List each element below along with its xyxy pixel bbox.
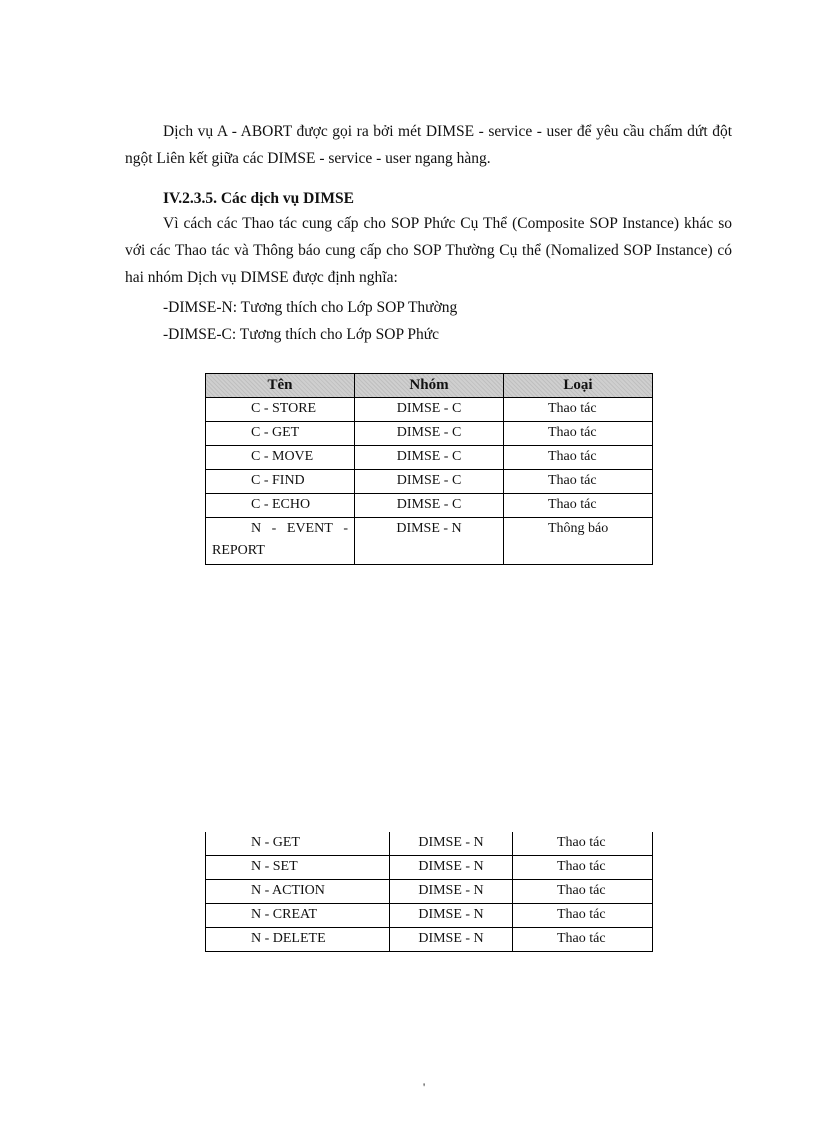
header-name: Tên: [206, 374, 355, 398]
dimse-description-paragraph: Vì cách các Thao tác cung cấp cho SOP Phức Cụ Thể (Composite SOP Instance) khác so với các Thao tác và Thông báo cung cấp cho SOP Thường Cụ thể (Nomalized SOP Instance) có hai nhóm Dịch vụ DIMSE được định nghĩa:: [125, 215, 732, 286]
cell-type: Thao tác: [504, 446, 653, 470]
cell-type: Thông báo: [504, 518, 653, 565]
table-row: [206, 494, 653, 518]
name-part: N: [251, 521, 262, 536]
intro-paragraph: Dịch vụ A - ABORT được gọi ra bởi mét DIMSE - service - user để yêu cầu chấm dứt đột ngột Liên kết giữa các DIMSE - service - user ngang hàng.: [125, 123, 732, 167]
cell-group: DIMSE - N: [390, 856, 513, 880]
table-header-row: [206, 374, 653, 398]
cell-type: Thao tác: [504, 398, 653, 422]
cell-name: C - MOVE: [206, 446, 355, 470]
cell-name: N - ACTION: [206, 880, 390, 904]
cell-group: DIMSE - N: [390, 832, 513, 856]
cell-type: Thao tác: [513, 880, 653, 904]
table-row-event-report: [206, 518, 653, 565]
cell-group: DIMSE - C: [355, 422, 504, 446]
cell-name: N - SET: [206, 856, 390, 880]
footer-mark: ': [423, 1080, 426, 1094]
cell-group: DIMSE - C: [355, 494, 504, 518]
table-row: [206, 904, 653, 928]
table-row: [206, 832, 653, 856]
table-row: [206, 856, 653, 880]
cell-group: DIMSE - N: [355, 518, 504, 565]
list-item-dimse-n: -DIMSE-N: Tương thích cho Lớp SOP Thường: [163, 299, 458, 316]
cell-group: DIMSE - N: [390, 904, 513, 928]
section-heading: IV.2.3.5. Các dịch vụ DIMSE: [163, 190, 354, 207]
table-row: [206, 928, 653, 952]
table-row: [206, 422, 653, 446]
name-part: EVENT: [286, 521, 333, 536]
cell-name: N - DELETE: [206, 928, 390, 952]
cell-group: DIMSE - N: [390, 928, 513, 952]
cell-name: N - CREAT: [206, 904, 390, 928]
cell-name: [206, 518, 355, 565]
cell-group: DIMSE - C: [355, 446, 504, 470]
cell-type: Thao tác: [513, 856, 653, 880]
name-part: -: [271, 521, 277, 536]
table-row: [206, 470, 653, 494]
list-item-dimse-c: -DIMSE-C: Tương thích cho Lớp SOP Phức: [163, 326, 440, 343]
cell-group: DIMSE - C: [355, 398, 504, 422]
dimse-services-table: [205, 373, 653, 565]
cell-type: Thao tác: [504, 422, 653, 446]
cell-name: C - FIND: [206, 470, 355, 494]
cell-type: Thao tác: [513, 832, 653, 856]
header-group: Nhóm: [355, 374, 504, 398]
name-part: REPORT: [212, 543, 265, 558]
cell-name: C - ECHO: [206, 494, 355, 518]
cell-name: C - GET: [206, 422, 355, 446]
table-row: [206, 880, 653, 904]
cell-name: C - STORE: [206, 398, 355, 422]
cell-type: Thao tác: [513, 928, 653, 952]
dimse-services-table-continued: [205, 832, 653, 952]
cell-group: DIMSE - C: [355, 470, 504, 494]
table-row: [206, 446, 653, 470]
table-row: [206, 398, 653, 422]
cell-type: Thao tác: [513, 904, 653, 928]
cell-group: DIMSE - N: [390, 880, 513, 904]
cell-type: Thao tác: [504, 470, 653, 494]
cell-name: N - GET: [206, 832, 390, 856]
cell-type: Thao tác: [504, 494, 653, 518]
name-part: -: [343, 521, 348, 536]
header-type: Loại: [504, 374, 653, 398]
